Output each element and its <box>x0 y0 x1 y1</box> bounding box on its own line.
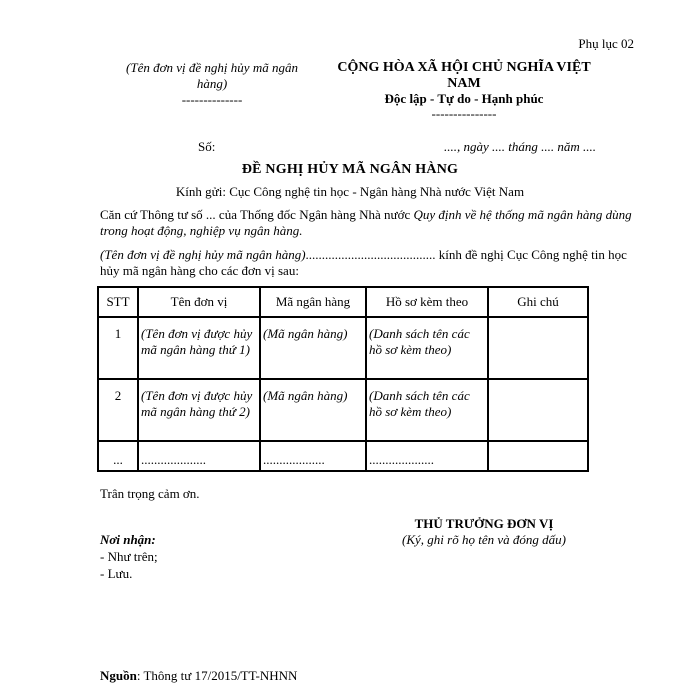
source-label: Nguồn <box>100 668 137 683</box>
row-unit-name: (Tên đơn vị được hủy mã ngân hàng thứ 1) <box>138 317 260 379</box>
row-notes <box>488 317 588 379</box>
date-line: ...., ngày .... tháng .... năm .... <box>444 139 597 154</box>
national-motto: Độc lập - Tự do - Hạnh phúc <box>384 91 544 106</box>
row-stt: ... <box>98 441 138 471</box>
row-attached-docs: (Danh sách tên các hồ sơ kèm theo) <box>366 379 488 441</box>
country-name: CỘNG HÒA XÃ HỘI CHỦ NGHĨA VIỆT NAM <box>337 60 591 91</box>
table-row <box>98 379 588 441</box>
source-text: : Thông tư 17/2015/TT-NHNN <box>136 668 298 683</box>
row-attached-docs: (Danh sách tên các hồ sơ kèm theo) <box>366 317 488 379</box>
legal-basis-paragraph <box>100 207 640 239</box>
request-unit-placeholder: (Tên đơn vị đề nghị hủy mã ngân hàng) <box>100 247 306 262</box>
row-stt: 2 <box>98 379 138 441</box>
legal-basis-italic: Quy định về hệ thống mã ngân hàng dùng trong hoạt động, nghiệp vụ ngân hàng. <box>100 207 632 238</box>
column-header-bank-code: Mã ngân hàng <box>260 287 366 317</box>
table-row <box>98 317 588 379</box>
source-line <box>100 668 297 684</box>
table-row <box>98 441 588 471</box>
row-notes <box>488 441 588 471</box>
recipients-label: Nơi nhận: <box>100 532 156 547</box>
row-bank-code: ................... <box>260 441 366 471</box>
column-header-unit-name: Tên đơn vị <box>138 287 260 317</box>
request-text: ........................................ kính đề nghị Cục Công nghệ tin học hủy mã ngân hàng cho các đơn vị sau: <box>100 247 627 278</box>
row-unit-name: (Tên đơn vị được hủy mã ngân hàng thứ 2) <box>138 379 260 441</box>
column-header-stt: STT <box>98 287 138 317</box>
recipient-line: Kính gửi: Cục Công nghệ tin học - Ngân hàng Nhà nước Việt Nam <box>175 184 525 199</box>
closing-thanks: Trân trọng cảm ơn. <box>100 486 200 501</box>
row-attached-docs: .................... <box>366 441 488 471</box>
row-bank-code: (Mã ngân hàng) <box>260 379 366 441</box>
recipient-item: - Như trên; <box>100 549 158 564</box>
legal-basis-text: Căn cứ Thông tư số ... của Thống đốc Ngân hàng Nhà nước <box>100 207 414 222</box>
signature-instruction: (Ký, ghi rõ họ tên và đóng dấu) <box>402 532 566 547</box>
requesting-unit-name: (Tên đơn vị đề nghị hủy mã ngân hàng) <box>126 60 298 91</box>
row-bank-code: (Mã ngân hàng) <box>260 317 366 379</box>
document-number-label: Số: <box>198 139 216 154</box>
right-header-divider: --------------- <box>431 106 497 121</box>
column-header-notes: Ghi chú <box>488 287 588 317</box>
bank-code-table <box>97 286 589 472</box>
document-title: ĐỀ NGHỊ HỦY MÃ NGÂN HÀNG <box>241 162 459 177</box>
row-unit-name: .................... <box>138 441 260 471</box>
request-paragraph <box>100 247 640 279</box>
appendix-label: Phụ lục 02 <box>578 36 634 51</box>
row-notes <box>488 379 588 441</box>
signature-title: THỦ TRƯỞNG ĐƠN VỊ <box>414 516 554 531</box>
recipient-item: - Lưu. <box>100 566 133 581</box>
row-stt: 1 <box>98 317 138 379</box>
column-header-attached-docs: Hồ sơ kèm theo <box>366 287 488 317</box>
left-header-divider: -------------- <box>181 92 243 107</box>
table-header-row <box>98 287 588 317</box>
